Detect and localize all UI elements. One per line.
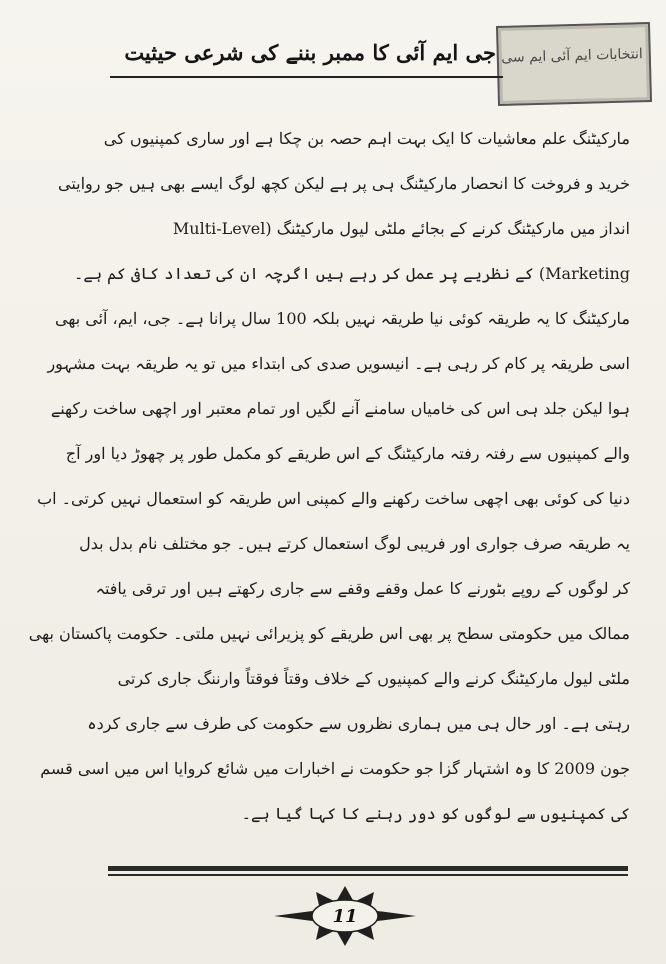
body-line: کر لوگوں کے روپے بٹورنے کا عمل وقفے وقفے سے جاری رکھتے ہیں اور ترقی یافتہ (95, 579, 630, 598)
footer-rule-thin (108, 874, 628, 876)
body-line: کی کمپنیوں سے لوگوں کو دور رہنے کا کہا گیا ہے۔ (241, 804, 630, 823)
body-text (28, 116, 630, 836)
page-title: جی ایم آئی کا ممبر بننے کی شرعی حیثیت (124, 40, 496, 65)
body-line: ملٹی لیول مارکیٹنگ کرنے والے کمپنیوں کے خلاف وقتاً فوقتاً وارننگ جاری کرتی (117, 669, 630, 688)
body-line: اسی طریقہ پر کام کر رہی ہے۔ انیسویں صدی کی ابتداء میں تو یہ طریقہ بہت مشہور (47, 354, 630, 373)
page-number: 11 (332, 906, 358, 927)
footer-rule-thick (108, 866, 628, 871)
body-line: یہ طریقہ صرف جواری اور فریبی لوگ استعمال کرتے ہیں۔ جو مختلف نام بدل بدل (79, 534, 630, 553)
footer-divider (108, 866, 628, 876)
body-line: دنیا کی کوئی بھی اچھی ساخت رکھنے والے کمپنی اس طریقہ کو استعمال نہیں کرتی۔ اب (37, 489, 630, 508)
body-line: رہتی ہے۔ اور حال ہی میں ہماری نظروں سے حکومت کی طرف سے جاری کردہ (87, 714, 630, 733)
body-line: ہوا لیکن جلد ہی اس کی خامیاں سامنے آنے لگیں اور تمام معتبر اور اچھی ساخت رکھنے (50, 399, 630, 418)
body-line: جون 2009 کا وہ اشتہار گزا جو حکومت نے اخبارات میں شائع کروایا اس میں اسی قسم (40, 759, 630, 778)
body-line: مارکیٹنگ کا یہ طریقہ کوئی نیا طریقہ نہیں بلکہ 100 سال پرانا ہے۔ جی، ایم، آئی بھی (54, 309, 630, 328)
body-line: والے کمپنیوں سے رفتہ رفتہ مارکیٹنگ کے اس طریقے کو مکمل طور پر چھوڑ دیا اور آج (65, 444, 630, 463)
body-line: مارکیٹنگ علم معاشیات کا ایک بہت اہم حصہ بن چکا ہے اور ساری کمپنیوں کی (103, 129, 630, 148)
stamp-text: انتخابات ایم آئی ایم سی (501, 46, 643, 66)
page-number-badge (270, 884, 420, 948)
body-line: انداز میں مارکیٹنگ کرنے کے بجائے ملٹی لیول مارکیٹنگ (Multi-Level (172, 219, 630, 238)
body-line: خرید و فروخت کا انحصار مارکیٹنگ ہی پر ہے لیکن کچھ لوگ ایسے بھی ہیں جو روایتی (57, 174, 630, 193)
header-stamp (496, 22, 652, 106)
header-divider (110, 76, 503, 78)
body-line: ممالک میں حکومتی سطح پر بھی اس طریقے کو پزیرائی نہیں ملتی۔ حکومت پاکستان بھی (28, 624, 630, 643)
body-line: Marketing) کے نظریے پر عمل کر رہے ہیں اگرچہ ان کی تعداد کافی کم ہے۔ (73, 264, 630, 283)
